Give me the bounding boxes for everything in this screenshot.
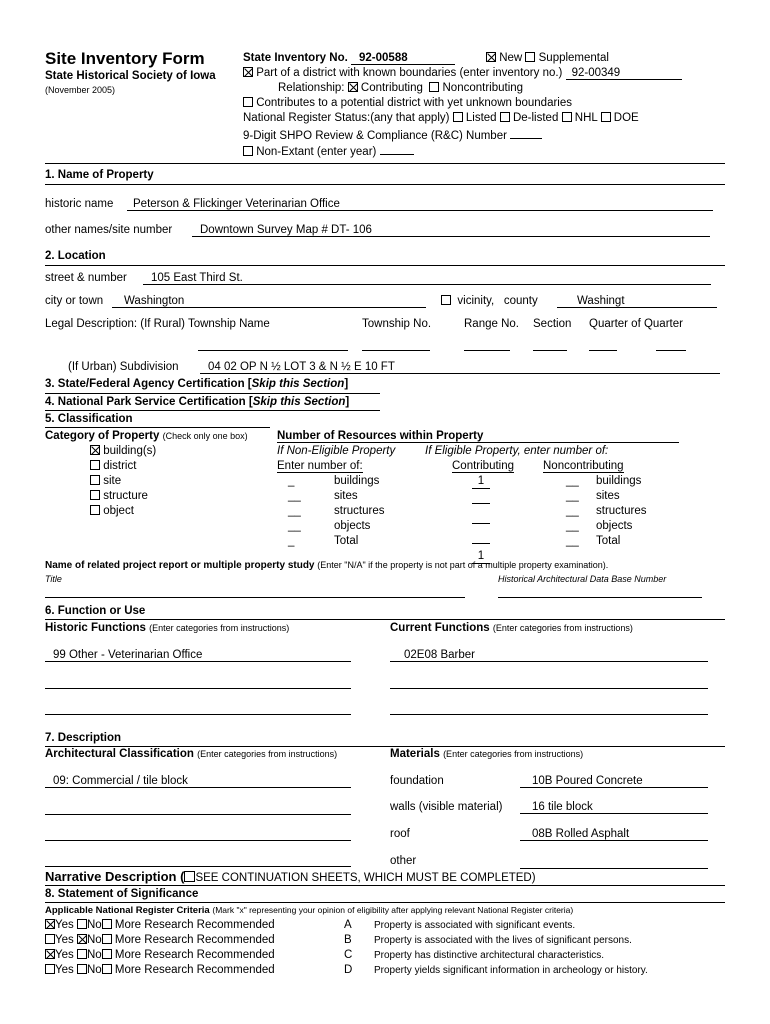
count-field[interactable]: __ (288, 505, 301, 517)
resource-rows-left (334, 474, 385, 549)
section-4-close: ] (345, 396, 350, 408)
count-field[interactable]: _ (288, 475, 295, 487)
divider (45, 746, 725, 747)
inventory-label: State Inventory No. (243, 52, 348, 64)
vicinity-line (441, 295, 538, 307)
count-field[interactable]: __ (566, 505, 579, 517)
nhl-label: NHL (574, 112, 598, 124)
section-3-close: ] (344, 378, 349, 390)
criteria-description: Property yields significant information in archeology or history. (374, 965, 648, 976)
section-4-heading (45, 396, 349, 408)
other-names-label: other names/site number (45, 224, 173, 236)
arch-classification-label: Architectural Classification (45, 748, 194, 760)
nonextant-label: Non-Extant (enter year) (256, 146, 377, 158)
quarter-label: Quarter of Quarter (589, 318, 683, 330)
nr-status-line (243, 112, 639, 124)
section-1-heading: 1. Name of Property (45, 169, 154, 181)
no-checkbox[interactable] (77, 964, 87, 974)
more-research-checkbox[interactable] (102, 949, 112, 959)
roof-field[interactable]: 08B Rolled Asphalt (520, 828, 708, 841)
count-field[interactable]: __ (288, 520, 301, 532)
historic-name-field[interactable]: Peterson & Flickinger Veterinarian Office (127, 198, 713, 211)
current-function-field[interactable]: 02E08 Barber (390, 649, 708, 662)
district-line (243, 67, 682, 80)
criteria-description: Property is associated with the lives of significant persons. (374, 935, 632, 946)
vicinity-checkbox[interactable] (441, 295, 451, 305)
form-date: (November 2005) (45, 85, 116, 95)
non-eligible-heading: If Non-Eligible Property (277, 445, 396, 457)
count-field[interactable]: __ (566, 475, 579, 487)
criteria-descriptions (374, 918, 648, 978)
narrative-checkbox[interactable] (184, 871, 195, 882)
criteria-row (45, 933, 275, 948)
category-note: (Check only one box) (162, 431, 248, 441)
street-label: street & number (45, 272, 127, 284)
row-label: Total (596, 535, 621, 547)
nhl-checkbox[interactable] (562, 112, 572, 122)
current-function-field[interactable] (390, 714, 708, 715)
materials-heading (390, 748, 583, 760)
criteria-description: Property is associated with significant events. (374, 920, 576, 931)
yes-checkbox[interactable] (45, 949, 55, 959)
category-checkbox[interactable] (90, 490, 100, 500)
urban-subdivision-label: (If Urban) Subdivision (68, 361, 179, 373)
related-study-line (45, 560, 608, 571)
walls-field[interactable]: 16 tile block (520, 801, 708, 814)
contributing-counts (469, 474, 493, 564)
arch-classification-field[interactable] (45, 814, 351, 815)
form-title: Site Inventory Form (45, 49, 205, 68)
arch-classification-field[interactable]: 09: Commercial / tile block (45, 775, 351, 788)
count-field[interactable]: _ (288, 535, 295, 547)
narrative-note: SEE CONTINUATION SHEETS, WHICH MUST BE COMPLETED) (195, 872, 536, 884)
hadb-label: Historical Architectural Data Base Number (498, 574, 667, 584)
divider (45, 902, 725, 903)
new-supplemental (486, 52, 609, 64)
section-2-heading: 2. Location (45, 250, 106, 262)
divider (45, 619, 725, 620)
criteria-row (45, 948, 275, 963)
criteria-rows (45, 918, 275, 978)
historic-function-field[interactable] (45, 688, 351, 689)
city-field[interactable]: Washington (112, 295, 426, 308)
row-label: objects (334, 520, 371, 532)
no-checkbox[interactable] (77, 949, 87, 959)
section-4-skip: Skip this Section (252, 396, 346, 408)
row-label: buildings (334, 475, 380, 487)
eligible-heading: If Eligible Property, enter number of: (425, 445, 609, 457)
section-3-label: 3. State/Federal Agency Certification [ (45, 378, 252, 390)
count-field[interactable]: __ (566, 535, 579, 547)
yes-checkbox[interactable] (45, 919, 55, 929)
section-6-heading: 6. Function or Use (45, 605, 146, 617)
more-research-checkbox[interactable] (102, 934, 112, 944)
supplemental-label: Supplemental (538, 52, 609, 64)
category-item[interactable] (90, 489, 156, 504)
more-research-checkbox[interactable] (102, 964, 112, 974)
district-label: Part of a district with known boundaries (enter inventory no.) (256, 67, 563, 79)
yes-label: Yes (55, 919, 74, 931)
criteria-letter: B (344, 934, 352, 946)
contributing-label: Contributing (360, 82, 423, 94)
other-material-field[interactable] (520, 868, 708, 869)
historic-function-field[interactable] (45, 714, 351, 715)
section-4-label: 4. National Park Service Certification [ (45, 396, 253, 408)
category-checkbox[interactable] (90, 460, 100, 470)
quarter-field[interactable] (589, 350, 617, 351)
township-name-field[interactable] (198, 350, 348, 351)
resources-heading: Number of Resources within Property (277, 430, 484, 442)
nonextant-line (243, 143, 414, 158)
delisted-checkbox[interactable] (500, 112, 510, 122)
category-item[interactable] (90, 504, 156, 519)
legal-description-label: Legal Description: (If Rural) Township Name (45, 318, 270, 330)
resource-rows-right (596, 474, 647, 549)
listed-label: Listed (465, 112, 497, 124)
divider (277, 442, 679, 443)
section-field[interactable] (533, 350, 567, 351)
supplemental-checkbox[interactable] (525, 52, 535, 62)
yes-checkbox[interactable] (45, 964, 55, 974)
more-research-checkbox[interactable] (102, 919, 112, 929)
more-research-label: More Research Recommended (114, 964, 275, 976)
historic-name-label: historic name (45, 198, 114, 210)
category-checkbox[interactable] (90, 505, 100, 515)
potential-line (243, 97, 572, 109)
category-label: site (103, 475, 122, 487)
more-research-label: More Research Recommended (114, 934, 275, 946)
materials-label: Materials (390, 748, 440, 760)
no-checkbox[interactable] (77, 934, 87, 944)
row-label: objects (596, 520, 633, 532)
criteria-description: Property has distinctive architectural characteristics. (374, 950, 605, 961)
section-7-heading: 7. Description (45, 732, 122, 744)
doe-checkbox[interactable] (601, 112, 611, 122)
listed-checkbox[interactable] (453, 112, 463, 122)
roof-label: roof (390, 828, 410, 840)
criteria-row (45, 918, 275, 933)
criteria-letter: D (344, 964, 353, 976)
shpo-label: 9-Digit SHPO Review & Compliance (R&C) Number (243, 130, 507, 142)
noncontributing-checkbox[interactable] (429, 82, 439, 92)
related-study-label: Name of related project report or multiple property study (45, 560, 315, 571)
other-names-field[interactable]: Downtown Survey Map # DT- 106 (192, 224, 710, 237)
org-name: State Historical Society of Iowa (45, 70, 216, 82)
noncontributing-heading: Noncontributing (543, 460, 624, 472)
divider (45, 163, 725, 164)
count-field[interactable]: __ (566, 490, 579, 502)
noncontributing-label: Noncontributing (442, 82, 524, 94)
nr-status-label: National Register Status:(any that apply) (243, 112, 450, 124)
street-field[interactable]: 105 East Third St. (143, 272, 711, 285)
arch-classification-field[interactable] (45, 840, 351, 841)
contributing-count[interactable] (472, 529, 490, 544)
arch-classification-note: (Enter categories from instructions) (197, 749, 338, 759)
yes-label: Yes (55, 964, 74, 976)
new-label: New (499, 52, 523, 64)
historic-functions-note: (Enter categories from instructions) (149, 623, 290, 633)
section-8-heading: 8. Statement of Significance (45, 888, 199, 900)
non-eligible-counts (288, 474, 301, 549)
criteria-note: (Mark "x" representing your opinion of eligibility after applying relevant National Register criteria) (212, 905, 574, 915)
enter-number-label: Enter number of: (277, 460, 363, 472)
delisted-label: De-listed (512, 112, 559, 124)
divider (45, 393, 380, 394)
current-functions-heading (390, 622, 633, 634)
row-label: sites (596, 490, 620, 502)
range-no-field[interactable] (464, 350, 510, 351)
no-label: No (86, 964, 102, 976)
county-field[interactable]: Washingt (557, 295, 717, 308)
yes-label: Yes (55, 949, 74, 961)
divider (45, 265, 725, 266)
nonextant-year-field[interactable] (380, 143, 414, 155)
new-checkbox[interactable] (486, 52, 496, 62)
township-no-label: Township No. (362, 318, 432, 330)
potential-checkbox[interactable] (243, 97, 253, 107)
criteria-letters (344, 918, 352, 978)
category-label: structure (103, 490, 148, 502)
category-heading (45, 430, 248, 442)
arch-classification-field[interactable] (45, 866, 351, 867)
contributing-count[interactable] (472, 509, 490, 524)
relationship-line (278, 82, 523, 94)
urban-subdivision-field[interactable]: 04 02 OP N ½ LOT 3 & N ½ E 10 FT (200, 361, 720, 374)
shpo-field[interactable] (510, 127, 542, 139)
inventory-number[interactable]: 92-00588 (351, 52, 455, 65)
more-research-label: More Research Recommended (114, 949, 275, 961)
category-label: district (103, 460, 137, 472)
district-number[interactable]: 92-00349 (566, 67, 682, 80)
more-research-label: More Research Recommended (114, 919, 275, 931)
criteria-label: Applicable National Register Criteria (45, 905, 210, 916)
doe-label: DOE (613, 112, 639, 124)
divider (45, 885, 725, 886)
category-item[interactable] (90, 459, 156, 474)
criteria-heading (45, 905, 573, 916)
no-label: No (86, 934, 102, 946)
row-label: buildings (596, 475, 642, 487)
divider (45, 427, 270, 428)
historic-function-field[interactable]: 99 Other - Veterinarian Office (45, 649, 351, 662)
no-label: No (86, 919, 102, 931)
current-functions-label: Current Functions (390, 622, 490, 634)
yes-label: Yes (55, 934, 74, 946)
row-label: structures (596, 505, 647, 517)
foundation-field[interactable]: 10B Poured Concrete (520, 775, 708, 788)
row-label: Total (334, 535, 359, 547)
contributing-heading: Contributing (452, 460, 515, 472)
walls-label: walls (visible material) (390, 801, 503, 813)
township-no-field[interactable] (362, 350, 430, 351)
row-label: sites (334, 490, 358, 502)
narrative-label: Narrative Description ( (45, 869, 185, 884)
section-3-heading (45, 378, 348, 390)
contributing-count[interactable]: 1 (472, 549, 490, 564)
materials-note: (Enter categories from instructions) (443, 749, 584, 759)
related-study-note: (Enter "N/A" if the property is not part of a multiple property examination). (317, 560, 609, 570)
historic-functions-heading (45, 622, 289, 634)
current-function-field[interactable] (390, 688, 708, 689)
category-item[interactable] (90, 444, 156, 459)
hadb-number-field[interactable] (498, 597, 702, 598)
other-material-label: other (390, 855, 417, 867)
narrative-line (45, 869, 536, 884)
related-title-field[interactable] (45, 597, 465, 598)
contributing-checkbox[interactable] (348, 82, 358, 92)
nonextant-checkbox[interactable] (243, 146, 253, 156)
contributing-count[interactable] (472, 489, 490, 504)
category-list (90, 444, 156, 519)
section-5-heading: 5. Classification (45, 413, 133, 425)
no-label: No (86, 949, 102, 961)
criteria-row (45, 963, 275, 978)
section-3-skip: Skip this Section (251, 378, 345, 390)
category-item[interactable] (90, 474, 156, 489)
divider (45, 184, 725, 185)
count-field[interactable]: __ (566, 520, 579, 532)
title-label: Title (45, 574, 62, 584)
count-field[interactable]: __ (288, 490, 301, 502)
historic-functions-label: Historic Functions (45, 622, 146, 634)
no-checkbox[interactable] (77, 919, 87, 929)
vicinity-label: vicinity, (457, 295, 495, 307)
inventory-line (243, 52, 455, 65)
potential-label: Contributes to a potential district with yet unknown boundaries (256, 97, 572, 109)
category-label: Category of Property (45, 430, 160, 442)
category-label: building(s) (103, 445, 157, 457)
city-label: city or town (45, 295, 104, 307)
quarter-of-quarter-field[interactable] (656, 350, 686, 351)
relationship-label: Relationship: (278, 82, 345, 94)
section-label: Section (533, 318, 572, 330)
district-checkbox[interactable] (243, 67, 253, 77)
category-checkbox[interactable] (90, 445, 100, 455)
county-label: county (503, 295, 538, 307)
criteria-letter: C (344, 949, 353, 961)
divider (45, 410, 380, 411)
current-functions-note: (Enter categories from instructions) (492, 623, 633, 633)
criteria-letter: A (344, 919, 352, 931)
row-label: structures (334, 505, 385, 517)
range-no-label: Range No. (464, 318, 519, 330)
category-checkbox[interactable] (90, 475, 100, 485)
contributing-count[interactable]: 1 (472, 474, 490, 489)
noncontributing-counts (566, 474, 579, 549)
category-label: object (103, 505, 134, 517)
foundation-label: foundation (390, 775, 444, 787)
yes-checkbox[interactable] (45, 934, 55, 944)
arch-classification-heading (45, 748, 337, 760)
shpo-line (243, 127, 542, 142)
